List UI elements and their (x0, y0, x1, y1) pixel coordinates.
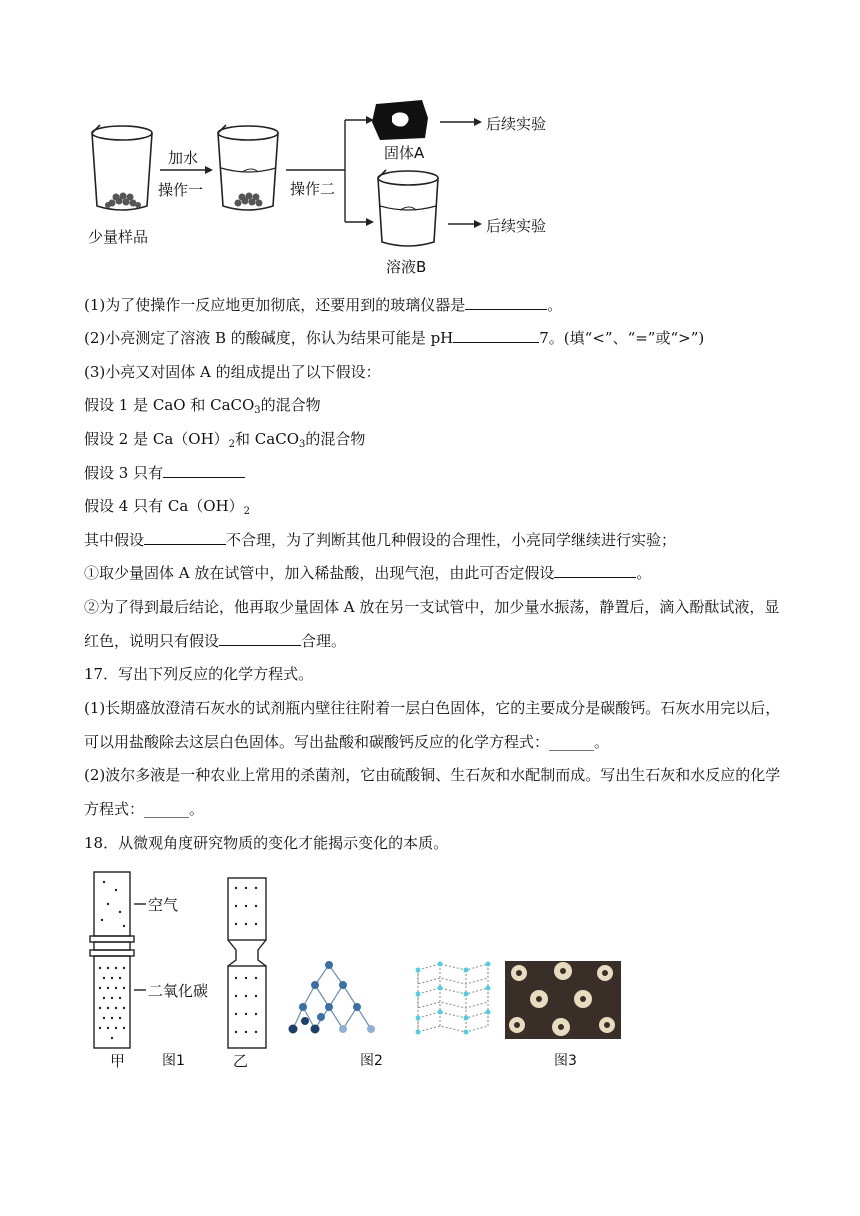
step1-top-label: 加水 (168, 149, 199, 167)
q17-title: 17．写出下列反应的化学方程式。 (84, 665, 314, 683)
fig3-caption: 图3 (554, 1053, 577, 1069)
solid-a-label: 固体A (384, 144, 425, 162)
q16-statement-2: ①取少量固体 A 放在试管中，加入稀盐酸，出现气泡，由此可否定假设 。 (84, 564, 652, 582)
answer-blank[interactable] (453, 328, 539, 343)
beaker-sample (92, 125, 152, 210)
answer-blank[interactable] (144, 530, 226, 545)
hypothesis-4: 假设 4 只有 $Ca(OH)_2$ (84, 497, 251, 517)
solution-b-label: 溶液B (386, 258, 427, 276)
c60-micrograph-figure (505, 961, 621, 1041)
answer-blank[interactable] (219, 631, 301, 646)
next-experiment-label-2: 后续实验 (486, 217, 547, 235)
next-experiment-label-1: 后续实验 (486, 115, 547, 133)
q17-part1-line2: 可以用盐酸除去这层白色固体。写出盐酸和碳酸钙反应的化学方程式：______。 (84, 733, 610, 751)
diamond-structure-figure (285, 955, 385, 1045)
q17-part2-line1: (2)波尔多液是一种农业上常用的杀菌剂，它由硫酸铜、生石灰和水配制而成。写出生石灰和水反应的化学 (84, 766, 781, 784)
hypothesis-3: 假设 3 只有 (84, 463, 245, 483)
q17-part1-line1: (1)长期盛放澄清石灰水的试剂瓶内壁往往附着一层白色固体，它的主要成分是碳酸钙。石灰水用完以后， (84, 699, 781, 717)
fig2-caption: 图2 (360, 1053, 383, 1069)
hypothesis-2: 假设 2 是 $Ca(OH)_2$和 CaCO$_3$的混合物 (84, 430, 366, 450)
graphite-structure-figure (410, 960, 500, 1040)
hypothesis-1: 假设 1 是 CaO 和 CaCO$_3$的混合物 (84, 396, 321, 416)
yi-label: 乙 (233, 1052, 249, 1070)
step1-bottom-label: 操作一 (158, 181, 204, 199)
co2-label: 二氧化碳 (148, 982, 209, 1000)
air-label: 空气 (148, 896, 179, 914)
sample-label: 少量样品 (88, 228, 149, 246)
answer-blank[interactable] (554, 563, 636, 578)
q16-part2: (2)小亮测定了溶液 B 的酸碱度，你认为结果可能是 pH 7。(填“<”、“=”或“>”) (84, 329, 705, 347)
q16-part1: (1)为了使操作一反应地更加彻底，还要用到的玻璃仪器是 。 (84, 296, 563, 314)
q16-statement-3: ②为了得到最后结论，他再取少量固体 A 放在另一支试管中，加少量水振荡，静置后，滴入酚酞试液，显 (84, 598, 780, 616)
q17-part2-line2: 方程式：______。 (84, 800, 205, 818)
step2-label: 操作二 (290, 180, 336, 198)
answer-blank[interactable] (163, 463, 245, 478)
fig1-caption: 图1 (162, 1053, 185, 1069)
beaker-solution (378, 170, 438, 246)
q18-title: 18．从微观角度研究物质的变化才能揭示变化的本质。 (84, 834, 449, 852)
jia-label: 甲 (110, 1052, 126, 1070)
q16-part3: (3)小亮又对固体 A 的组成提出了以下假设： (84, 363, 381, 381)
answer-blank[interactable] (465, 295, 547, 310)
q16-statement-1: 其中假设 不合理，为了判断其他几种假设的合理性，小亮同学继续进行实验； (84, 531, 677, 549)
q16-statement-4: 红色，说明只有假设 合理。 (84, 632, 347, 650)
beaker-mixture (218, 125, 278, 210)
